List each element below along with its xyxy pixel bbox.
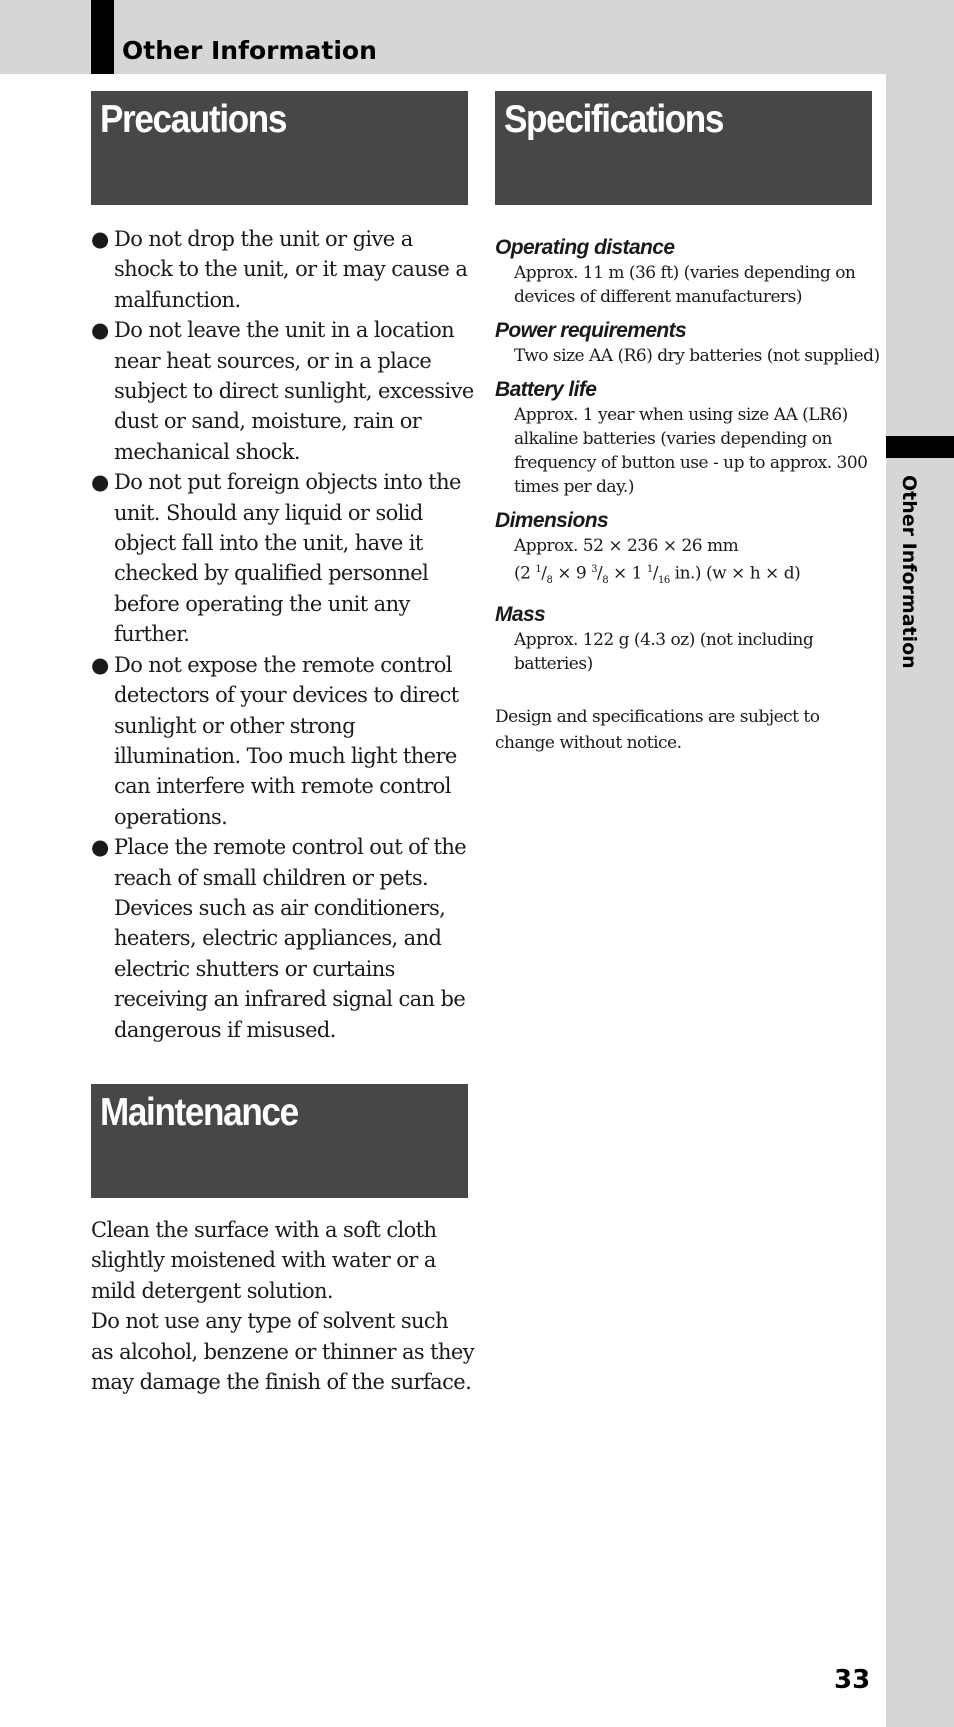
spec-power [495, 318, 880, 368]
spec-value-imperial: (2 $^1/_8 \times 9$ $^3/_8 \times 1$ $^1/_{16}$ in.) (w × h × d) [514, 563, 801, 587]
maintenance-heading-box [91, 1084, 468, 1198]
spec-value: Approx. 1 year when using size AA (LR6) alkaline batteries (varies depending on frequency of button use - up to approx. 300 times per day.) [514, 405, 868, 497]
side-tab-marker [886, 436, 954, 458]
spec-value-metric: Approx. 52 × 236 × 26 mm [514, 536, 739, 556]
fraction-numerator: 1 [535, 564, 542, 575]
bullet-icon: ● [91, 227, 109, 251]
specifications-title: Specifications [504, 98, 724, 141]
precaution-text: Do not drop the unit or give a shock to the unit, or it may cause a malfunction. [114, 227, 468, 312]
spec-mass [495, 602, 880, 676]
right-margin-band [886, 0, 954, 1727]
maintenance-paragraph: Clean the surface with a soft cloth slightly moistened with water or a mild detergent solution. [91, 1218, 437, 1303]
precautions-title: Precautions [100, 98, 287, 141]
spec-operating-distance [495, 235, 880, 309]
precautions-list [91, 224, 476, 1045]
list-item [91, 315, 476, 467]
specifications-heading-box [495, 91, 872, 205]
spec-heading: Battery life [495, 378, 597, 401]
fraction-numerator: 1 [646, 564, 653, 575]
list-item [91, 832, 476, 1045]
header-marker [91, 0, 114, 74]
page-header-title: Other Information [122, 36, 377, 65]
dim-text: (2 [514, 563, 536, 584]
fraction-denominator: 8 [602, 575, 609, 587]
dim-text: in.) (w × h × d) [669, 563, 801, 584]
maintenance-paragraph: Do not use any type of solvent such as alcohol, benzene or thinner as they may damage the finish of the surface. [91, 1309, 475, 1395]
dim-text: × 1 [608, 563, 647, 584]
spec-value: Approx. 11 m (36 ft) (varies depending on devices of different manufacturers) [514, 263, 856, 307]
spec-heading: Mass [495, 603, 546, 627]
bullet-icon: ● [91, 835, 109, 860]
bullet-icon: ● [91, 470, 109, 495]
specifications-body [495, 235, 880, 756]
spec-value: Approx. 122 g (4.3 oz) (not including batteries) [514, 630, 814, 675]
bullet-icon: ● [91, 318, 109, 343]
maintenance-title: Maintenance [100, 1091, 298, 1134]
dim-text: × 9 [552, 563, 592, 584]
spec-heading: Power requirements [495, 319, 687, 342]
precaution-text: Do not leave the unit in a location near heat sources, or in a place subject to direct sunlight, excessive dust or sand, moisture, rain or mechanical shock. [114, 318, 474, 464]
precautions-heading-box [91, 91, 468, 205]
spec-value: Two size AA (R6) dry batteries (not supplied) [514, 346, 880, 366]
precaution-text: Do not put foreign objects into the unit. Should any liquid or solid object fall into the unit, have it checked by qualified personnel before operating the unit any further. [114, 470, 461, 647]
spec-change-notice: Design and specifications are subject to change without notice. [495, 707, 820, 754]
fraction-denominator: 16 [658, 575, 670, 587]
list-item [91, 650, 476, 832]
spec-battery-life [495, 377, 880, 499]
precaution-text: Place the remote control out of the reach of small children or pets. Devices such as air conditioners, heaters, electric appliances, and electric shutters or curtains receiving an infrared signal can be dangerous if misused. [114, 835, 467, 1042]
spec-heading: Dimensions [495, 509, 609, 532]
list-item [91, 224, 476, 315]
maintenance-body [91, 1215, 476, 1397]
spec-heading: Operating distance [495, 236, 675, 259]
page-number: 33 [834, 1665, 871, 1695]
precaution-text: Do not expose the remote control detectors of your devices to direct sunlight or other strong illumination. Too much light there can interfere with remote control operations. [114, 652, 459, 829]
spec-dimensions [495, 508, 880, 593]
list-item [91, 467, 476, 649]
bullet-icon: ● [91, 652, 109, 677]
fraction-numerator: 3 [591, 564, 597, 575]
fraction-denominator: 8 [546, 575, 553, 587]
side-tab-label: Other Information [898, 475, 920, 669]
